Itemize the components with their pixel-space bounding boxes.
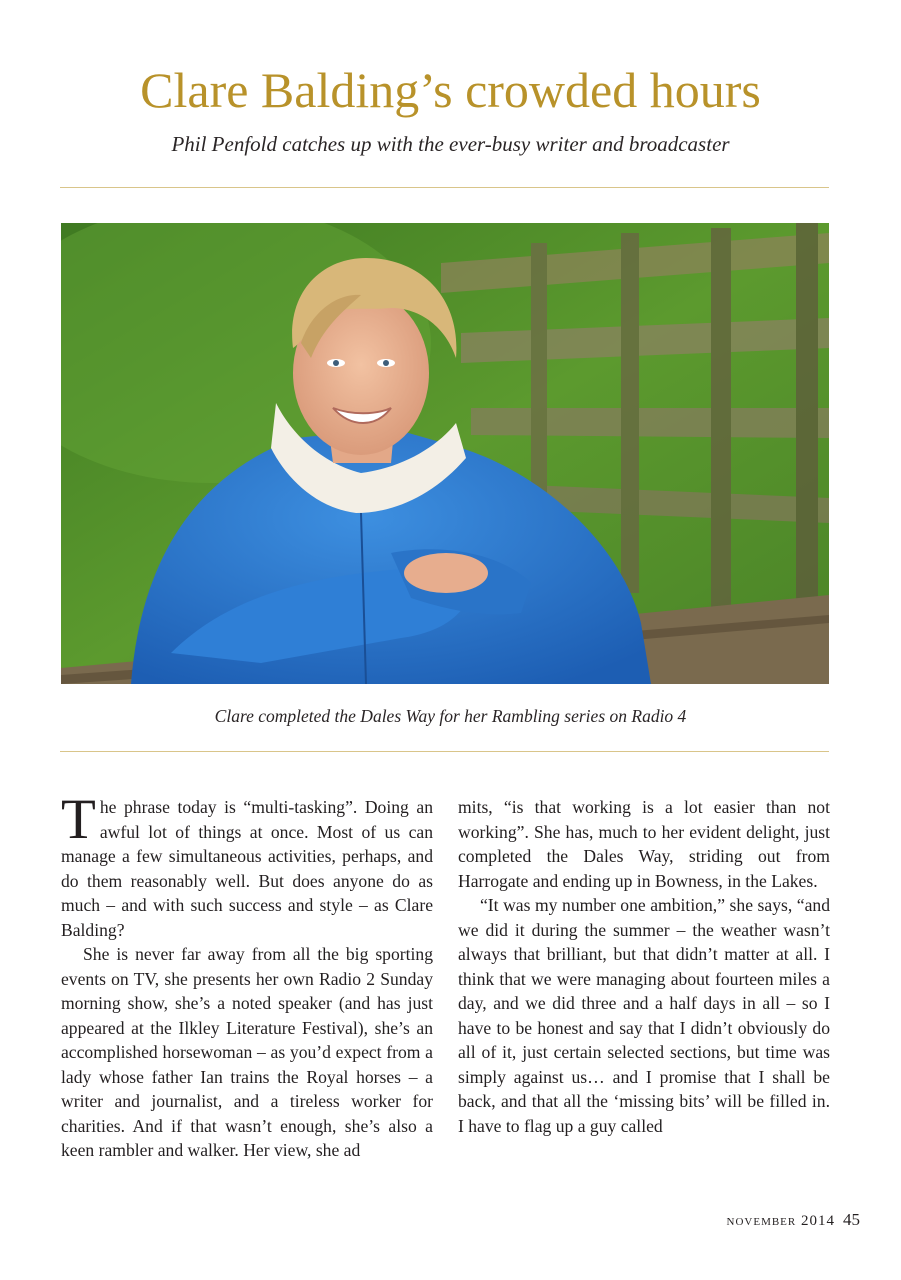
paragraph-2: She is never far away from all the big sporting events on TV, she presents her own Radio 2 Sunday morning show, she’s a noted speaker (and has just appeared at the Ilkley Literature Festival), she’s an accomplished horsewoman – as you’d expect from a lady whose father Ian trains the Royal horses – a writer and journalist, and a tireless worker for charities. And if that wasn’t enough, she’s also a keen rambler and walker. Her view, she ad: [61, 944, 433, 1160]
issue-date: november 2014: [726, 1213, 835, 1229]
paragraph-1: [61, 788, 433, 942]
article-standfirst: Phil Penfold catches up with the ever-busy writer and broadcaster: [171, 132, 730, 156]
divider-top: [60, 187, 829, 188]
page-number: 45: [843, 1210, 860, 1229]
page-footer: [727, 1209, 860, 1232]
column-left: [61, 788, 433, 1163]
paragraph-4: “It was my number one ambition,” she says, “and we did it during the summer – the weather wasn’t always that brilliant, but that didn’t matter at all. I think that we were managing about fourteen miles a day, and we did three and a half days in all – so I have to be honest and say that I didn’t obviously do all of it, just certain selected sections, but time was simply against us… and I promise that I shall be back, and that all the ‘missing bits’ will be filled in. I have to flag up a guy called: [458, 895, 830, 1136]
divider-bottom: [60, 751, 829, 752]
drop-cap: T: [61, 788, 96, 851]
article-title: Clare Balding’s crowded hours: [140, 62, 761, 118]
article-photo: [61, 223, 829, 684]
paragraph-3: mits, “is that working is a lot easier than not working”. She has, much to her evident delight, just completed the Dales Way, striding out from Harrogate and ending up in Bowness, in the Lakes.: [458, 797, 830, 891]
photo-caption: Clare completed the Dales Way for her Rambling series on Radio 4: [214, 706, 687, 726]
paragraph-1-text: he phrase today is “multi-tasking”. Doing an awful lot of things at once. Most of us can manage a few simultaneous activities, perhaps, and do them reasonably well. But does anyone do as much – and with such success and style – as Clare Balding?: [61, 797, 433, 940]
column-right: [458, 795, 830, 1138]
